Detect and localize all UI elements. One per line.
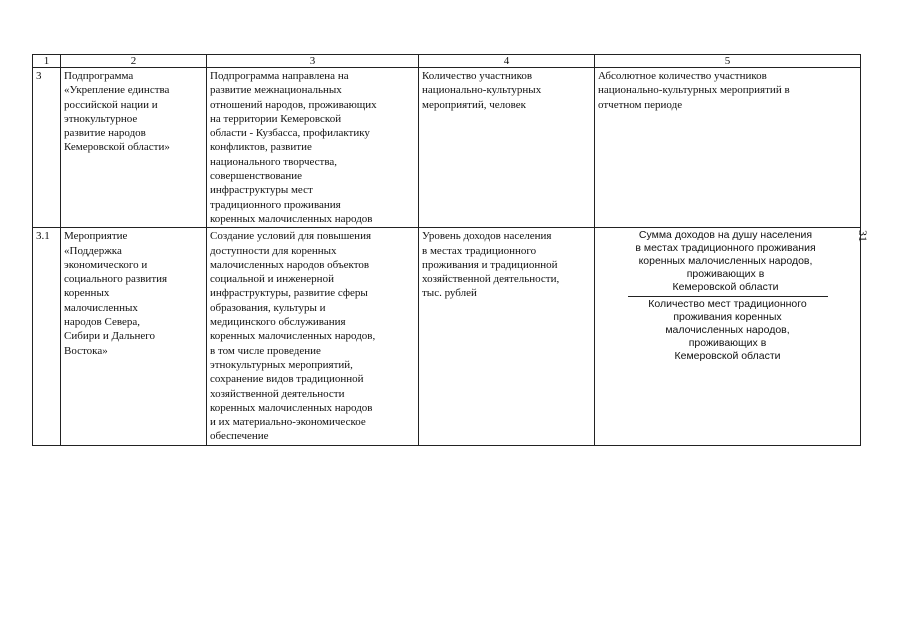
text-line: хозяйственной деятельности, [422,273,560,286]
text-line: Уровень доходов населения [422,230,552,243]
text-line: малочисленных народов объектов [210,258,370,271]
text-line: Кемеровской области [674,350,781,363]
text-line: Подпрограмма [64,70,134,82]
text-line: совершенствование [210,170,303,183]
text-line: малочисленных [64,301,138,314]
column-number: 4 [419,55,595,68]
text-line: социального развития [64,273,168,286]
text-line: Мероприятие [64,230,128,243]
text-line: проживающих в [686,268,765,281]
text-line: проживания и традиционной [422,258,558,271]
text-line: области - Кузбасса, профилактику [210,127,370,140]
column-number: 2 [61,55,207,68]
program-name-cell [61,228,207,445]
text-line: коренных [64,287,110,300]
text-line: коренных малочисленных народов [210,212,373,225]
text-line: сохранение видов традиционной [210,373,364,386]
column-number-row [33,55,861,68]
text-line: социальной и инженерной [210,273,334,286]
calculation-formula-cell [595,228,861,445]
text-line: в местах традиционного [422,244,537,257]
text-line: экономического и [64,258,148,271]
text-line: малочисленных народов, [665,324,790,337]
text-line: этнокультурное [64,112,138,125]
indicators-table [32,54,861,446]
text-line: проживания коренных [673,311,782,324]
text-line: развитие народов [64,127,146,140]
text-line: Подпрограмма направлена на [210,70,349,82]
text-line: отношений народов, проживающих [210,98,377,111]
text-line: народов Севера, [64,316,140,329]
text-line: мероприятий, человек [422,98,527,111]
program-name-cell [61,68,207,228]
calculation-method-cell [595,68,861,228]
text-line: национально-культурных мероприятий в [598,84,790,97]
column-number: 5 [595,55,861,68]
text-line: инфраструктуры мест [210,184,313,197]
text-line: отчетном периоде [598,98,683,111]
text-line: «Укрепление единства [64,84,170,97]
text-line: коренных малочисленных народов, [210,330,376,343]
text-line: инфраструктуры, развитие сферы [210,287,368,300]
formula-denominator [598,298,857,363]
text-line: Абсолютное количество участников [598,70,767,82]
fraction-line [628,296,828,297]
text-line: медицинского обслуживания [210,316,346,329]
text-line: традиционного проживания [210,198,341,211]
text-line: Количество мест традиционного [648,298,807,311]
program-description-cell [207,68,419,228]
text-line: Сумма доходов на душу населения [638,229,813,242]
text-line: доступности для коренных [210,244,337,257]
text-line: Востока» [64,344,108,357]
text-line: коренных малочисленных народов, [638,255,813,268]
column-number: 3 [207,55,419,68]
text-line: хозяйственной деятельности [210,387,345,400]
page-number: 31 [856,230,870,242]
text-line: коренных малочисленных народов [210,401,373,414]
program-description-cell [207,228,419,445]
text-line: Сибири и Дальнего [64,330,155,343]
text-line: в местах традиционного проживания [635,242,816,255]
text-line: на территории Кемеровской [210,112,342,125]
text-line: этнокультурных мероприятий, [210,358,353,371]
text-line: российской нации и [64,98,158,111]
formula-numerator [598,229,853,294]
text-line: конфликтов, развитие [210,141,312,154]
row-number: 3 [33,68,61,228]
text-line: в том числе проведение [210,344,321,357]
row-number: 3.1 [33,228,61,445]
text-line: Количество участников [422,70,533,82]
table-row [33,68,861,228]
text-line: тыс. рублей [422,287,477,300]
column-number: 1 [33,55,61,68]
text-line: «Поддержка [64,244,122,257]
indicator-cell [419,68,595,228]
text-line: Создание условий для повышения [210,230,372,243]
text-line: Кемеровской области» [64,141,170,154]
text-line: национально-культурных [422,84,542,97]
text-line: национального творчества, [210,155,337,168]
text-line: проживающих в [688,337,767,350]
text-line: Кемеровской области [672,281,779,294]
text-line: образования, культуры и [210,301,326,314]
text-line: развитие межнациональных [210,84,342,97]
table-row [33,228,861,445]
text-line: и их материально-экономическое [210,416,366,429]
indicator-cell [419,228,595,445]
text-line: обеспечение [210,430,269,443]
